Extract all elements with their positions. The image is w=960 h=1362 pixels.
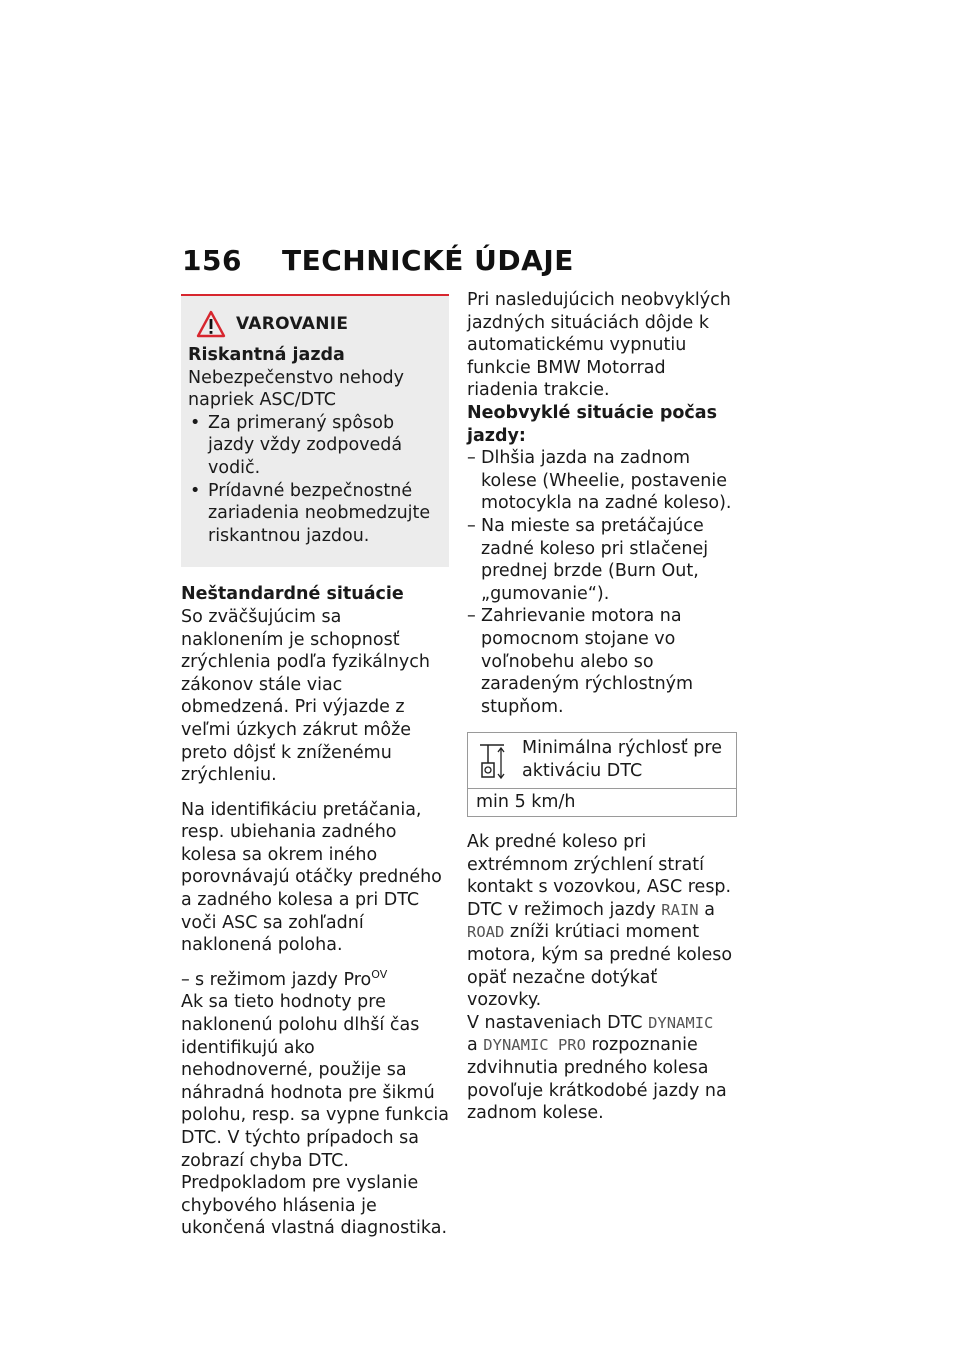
spec-value: min 5 km/h [476, 792, 576, 813]
spec-table [467, 732, 737, 817]
right-column [467, 289, 737, 1125]
paragraph: Ak sa tieto hodnoty pre naklonenú polohu dlhší čas identifikujú ako nehodnoverné, použije sa náhradná hodnota pre šikmú polohu, resp. sa vypne funkcia DTC. V týchto prípadoch sa zobrazí chyba DTC. Predpokladom pre vyslanie chybového hlásenia je ukončená vlastná diagnostika. [181, 992, 449, 1239]
list-item: – Dlhšia jazda na zadnom kolese (Wheelie, postavenie motocykla na zadné koleso). [467, 447, 737, 515]
list-item: – Zahrievanie motora na pomocnom stojane vo voľnobehu alebo so zaradeným rýchlostným stupňom. [467, 605, 737, 718]
left-column [181, 294, 449, 1240]
mode-dynamic: DYNAMIC [648, 1013, 714, 1032]
section-heading: Neobvyklé situácie počas jazdy: [467, 402, 718, 446]
paragraph: So zväčšujúcim sa naklonením je schopnosť zrýchlenia podľa fyzikálnych zákonov stále viac obmedzená. Pri výjazde z veľmi úzkych zákrut môže preto dôjsť k zníženému zrýchleniu. [181, 606, 430, 786]
spec-header [468, 733, 736, 789]
warning-header [188, 310, 435, 338]
warning-bullet: • Za primeraný spôsob jazdy vždy zodpovedá vodič. [188, 412, 435, 480]
warning-bullet: • Prídavné bezpečnostné zariadenia neobmedzujte riskantnou jazdou. [188, 480, 435, 548]
paragraph: Pri nasledujúcich neobvyklých jazdných situáciách dôjde k automatickému vypnutiu funkcie BMW Motorrad riadenia trakcie. [467, 290, 731, 401]
mode-rain: RAIN [661, 900, 699, 919]
warning-text: Nebezpečenstvo nehody napriek ASC/DTC [188, 367, 404, 411]
warning-box [181, 294, 449, 567]
spec-label: Minimálna rýchlosť pre aktiváciu DTC [522, 738, 722, 781]
paragraph: Na identifikáciu pretáčania, resp. ubiehania zadného kolesa sa okrem iného porovnávajú otáčky predného a zadného kolesa a pri DTC voči ASC sa zohľadní naklonená poloha. [181, 799, 442, 956]
paragraph: Ak predné koleso pri extrémnom zrýchlení stratí kontakt s vozovkou, ASC resp. DTC v režimoch jazdy RAIN a ROAD zníži krútiaci moment motora, kým sa predné koleso opäť nezačne dotýkať vozovky. [467, 832, 733, 1011]
warning-heading: Riskantná jazda [188, 345, 345, 365]
section-heading: Neštandardné situácie [181, 584, 404, 605]
mode-dynamic-pro: DYNAMIC PRO [483, 1036, 586, 1055]
motorcycle-height-icon [478, 741, 506, 781]
page-number: 156 [182, 244, 242, 277]
mode-road: ROAD [467, 923, 505, 942]
mode-superscript: OV [371, 967, 388, 981]
mode-note: – s režimom jazdy Pro$^{OV}$ [181, 969, 449, 992]
list-item: – Na mieste sa pretáčajúce zadné koleso pri stlačenej prednej brzde (Burn Out, „gumovanie“). [467, 515, 737, 605]
paragraph: V nastaveniach DTC DYNAMIC a DYNAMIC PRO rozpoznanie zdvihnutia predného kolesa povoľuje krátkodobé jazdy na zadnom kolese. [467, 1012, 727, 1124]
section-title: TECHNICKÉ ÚDAJE [282, 244, 574, 277]
warning-title: VAROVANIE [236, 313, 349, 334]
page-header [182, 244, 574, 277]
warning-triangle-icon [196, 310, 226, 338]
